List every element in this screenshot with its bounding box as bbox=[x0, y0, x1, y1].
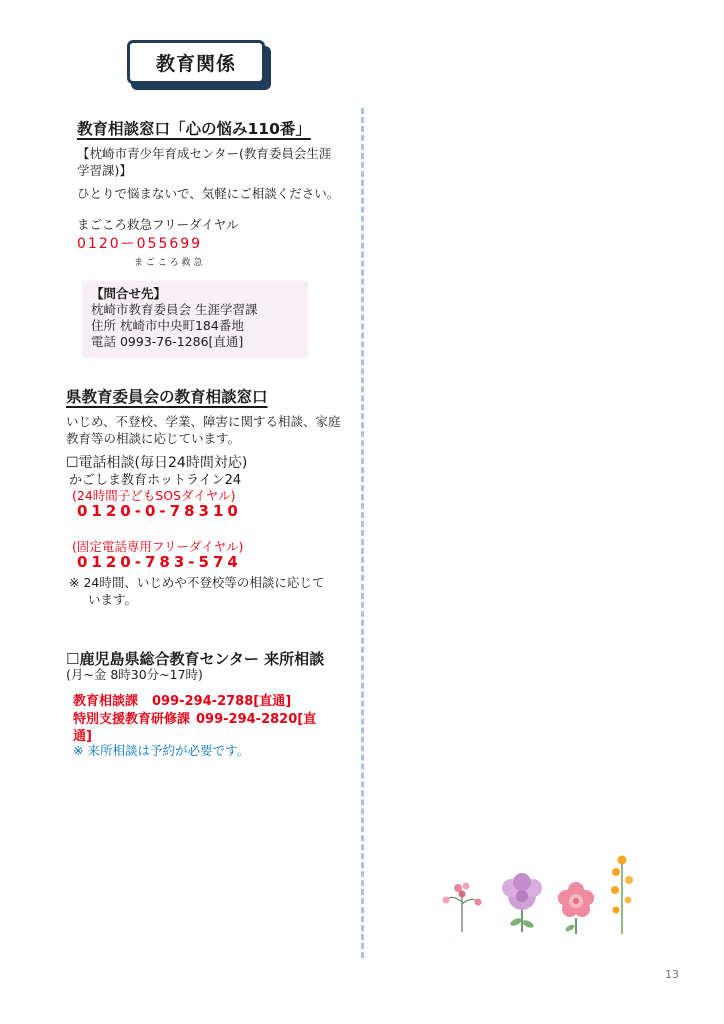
s2-heading: 県教育委員会の教育相談窓口 bbox=[66, 388, 268, 406]
s2-desc-line2: 教育等の相談に応じています。 bbox=[66, 431, 241, 446]
inquiry-line3: 電話 0993-76-1286[直通] bbox=[91, 334, 244, 349]
s1-dial-reading: ま ご こ ろ 救 急 bbox=[134, 258, 203, 268]
s3-dept2-cont: 通] bbox=[73, 729, 92, 744]
s1-org-line1: 【枕崎市青少年育成センター(教育委員会生涯 bbox=[77, 146, 332, 161]
flower-illustration bbox=[436, 852, 648, 938]
pink-flower-icon bbox=[558, 882, 594, 934]
s3-dept1-name: 教育相談課 bbox=[73, 694, 139, 709]
s2-note-line1: ※ 24時間、いじめや不登校等の相談に応じて bbox=[69, 575, 325, 590]
purple-flower-icon bbox=[502, 873, 542, 932]
inquiry-title: 【問合せ先】 bbox=[91, 286, 167, 301]
section-tab bbox=[127, 40, 273, 90]
s3-dept1-phone: 099-294-2788[直通] bbox=[152, 694, 292, 709]
s1-heading: 教育相談窓口「心の悩み110番」 bbox=[77, 120, 311, 138]
inquiry-line1: 枕崎市教育委員会 生涯学習課 bbox=[91, 302, 258, 317]
s3-note: ※ 来所相談は予約が必要です。 bbox=[73, 743, 249, 758]
s3-hours: (月~金 8時30分~17時) bbox=[66, 667, 203, 682]
s2-sos-number: 0120-0-78310 bbox=[77, 502, 242, 520]
s2-desc-line1: いじめ、不登校、学業、障害に関する相談、家庭 bbox=[66, 414, 341, 429]
s1-dial-label: まごころ救急フリーダイヤル bbox=[77, 217, 239, 232]
inquiry-line2: 住所 枕崎市中央町184番地 bbox=[91, 318, 244, 333]
column-divider bbox=[361, 108, 364, 958]
s2-sos-label: (24時間子どもSOSダイヤル) bbox=[72, 488, 236, 503]
s2-note-line2: います。 bbox=[88, 592, 138, 607]
s3-dept2 bbox=[73, 708, 316, 727]
s2-landline-label: (固定電話専用フリーダイヤル) bbox=[72, 539, 244, 554]
pink-cluster-flower-icon bbox=[443, 883, 482, 933]
s3-heading: ☐鹿児島県総合教育センター 来所相談 bbox=[66, 650, 325, 668]
s2-landline-number: 0120-783-574 bbox=[77, 553, 242, 571]
section-tab-label: 教育関係 bbox=[127, 40, 265, 84]
s2-phone-title: ☐電話相談(毎日24時間対応) bbox=[66, 455, 248, 471]
s3-dept2-name: 特別支援教育研修課 bbox=[73, 712, 191, 727]
s3-dept2-phone: 099-294-2820[直 bbox=[196, 712, 317, 727]
page-number: 13 bbox=[665, 968, 679, 981]
orange-flower-icon bbox=[611, 856, 633, 935]
s2-hotline: かごしま教育ホットライン24 bbox=[69, 473, 242, 488]
s3-dept1 bbox=[73, 690, 291, 709]
s1-dial-number: 0120ー055699 bbox=[77, 236, 203, 252]
s1-org-line2: 学習課)】 bbox=[77, 163, 132, 178]
s1-lead: ひとりで悩まないで、気軽にご相談ください。 bbox=[77, 186, 340, 201]
